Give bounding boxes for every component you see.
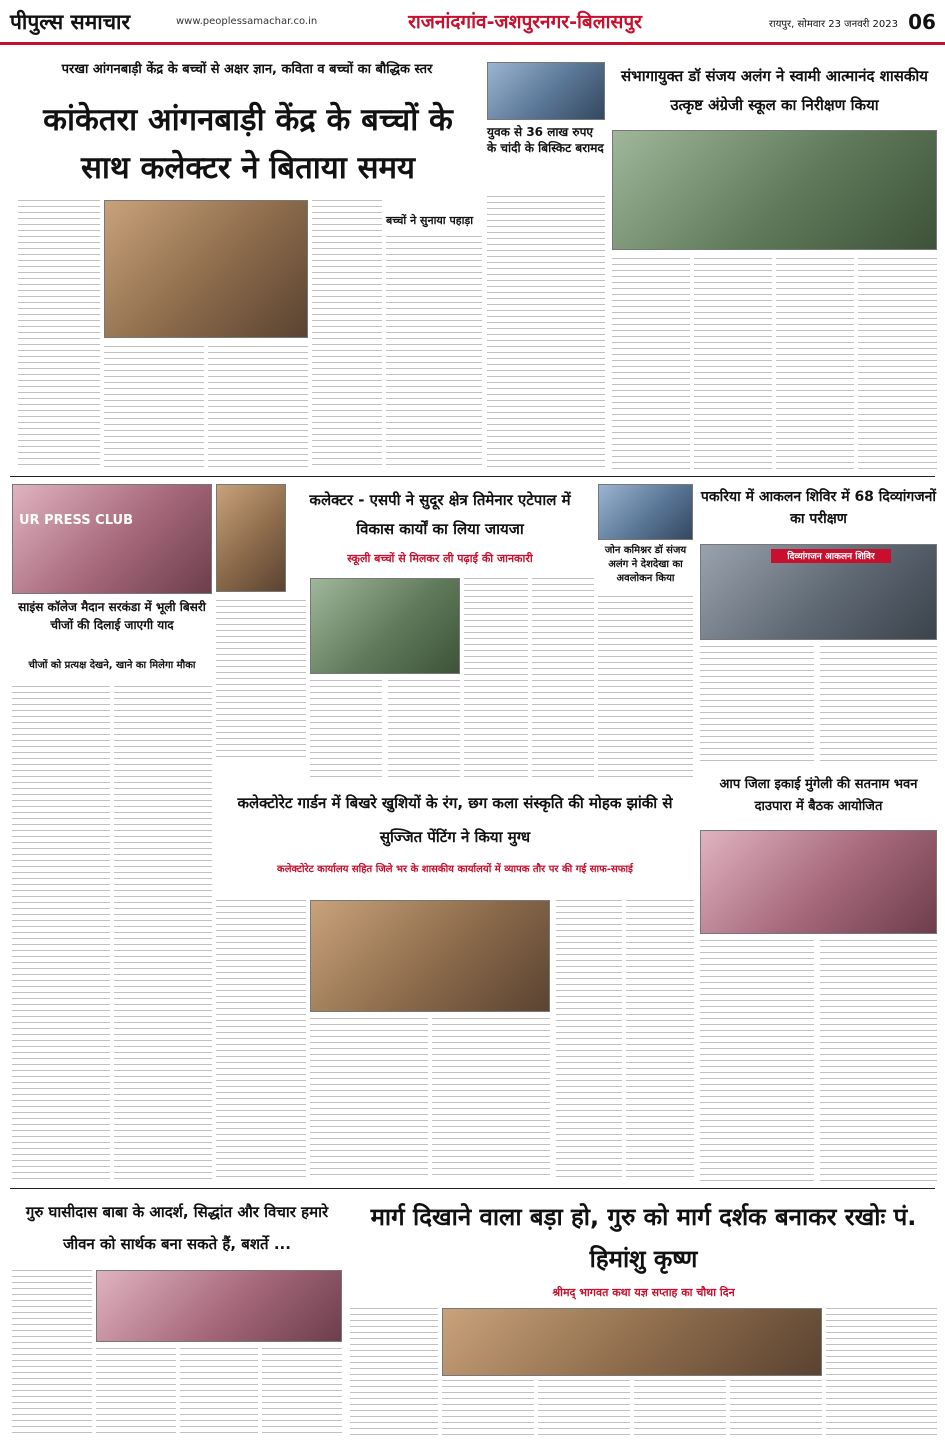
disability-camp-photo bbox=[700, 544, 937, 640]
collector-sp-photo bbox=[310, 578, 460, 674]
silver-story-body bbox=[487, 196, 605, 470]
bhagwat-story-body-col6 bbox=[826, 1308, 937, 1438]
collectorate-garden-photo bbox=[310, 900, 550, 1012]
bhagwat-story-photo bbox=[442, 1308, 822, 1376]
top-story-body-col3 bbox=[208, 346, 308, 470]
press-club-body-col3 bbox=[216, 600, 306, 760]
zone-story-body bbox=[598, 596, 693, 780]
masthead-rule bbox=[0, 42, 945, 45]
aap-meeting-body-col1 bbox=[700, 940, 814, 1182]
press-club-body-col1 bbox=[12, 686, 110, 1180]
guru-story-body-col3 bbox=[180, 1348, 258, 1438]
disability-camp-headline: पकरिया में आकलन शिविर में 68 दिव्यांगजनों का परीक्षण bbox=[700, 489, 937, 527]
bhagwat-story-body-col2 bbox=[442, 1380, 534, 1438]
collectorate-garden-body-col4 bbox=[556, 900, 622, 1180]
bhagwat-story-body-col5 bbox=[730, 1380, 822, 1438]
top-story-photo bbox=[104, 200, 308, 338]
edition-title: राजनांदगांव-जशपुरनगर-बिलासपुर bbox=[408, 11, 642, 33]
school-inspection-headline: संभागायुक्त डॉ संजय अलंग ने स्वामी आत्मानंद शासकीय उत्कृष्ट अंग्रेजी स्कूल का निरीक्षण किया bbox=[621, 67, 928, 114]
press-club-photo-text: UR PRESS CLUB bbox=[19, 513, 134, 528]
top-story-body-col2 bbox=[104, 346, 204, 470]
top-story-body-col5 bbox=[386, 236, 482, 470]
collector-sp-body-col4 bbox=[464, 578, 528, 780]
collectorate-garden-headline: कलेक्टोरेट गार्डन में बिखरे खुशियों के रंग, छग कला संस्कृति की मोहक झांकी से सुज्जित पेंटिंग ने किया मुग्ध bbox=[237, 794, 673, 846]
collectorate-garden-body-col3 bbox=[432, 1018, 550, 1180]
guru-story-headline: गुरु घासीदास बाबा के आदर्श, सिद्धांत और विचार हमारे जीवन को सार्थक बना सकते हैं, बशर्ते ... bbox=[25, 1203, 329, 1253]
silver-story-headline: युवक से 36 लाख रुपए के चांदी के बिस्किट बरामद bbox=[487, 125, 604, 155]
bhagwat-story-body-col1 bbox=[350, 1308, 438, 1438]
bhagwat-story-subhead: श्रीमद् भागवत कथा यज्ञ सप्ताह का चौथा दिन bbox=[552, 1286, 735, 1299]
press-club-body-col2 bbox=[114, 686, 212, 1180]
section-rule-1 bbox=[10, 476, 935, 477]
aap-meeting-body-col2 bbox=[820, 940, 937, 1182]
school-inspection-body-col2 bbox=[694, 258, 772, 470]
dateline: रायपुर, सोमवार 23 जनवरी 2023 bbox=[768, 19, 898, 30]
collectorate-garden-body-col5 bbox=[626, 900, 694, 1180]
top-story-subhead: बच्चों ने सुनाया पहाड़ा bbox=[386, 214, 474, 227]
disability-camp-body-col1 bbox=[700, 646, 814, 766]
press-club-headline: साइंस कॉलेज मैदान सरकंडा में भूली बिसरी चीजों की दिलाई जाएगी याद bbox=[18, 600, 206, 632]
aap-meeting-headline: आप जिला इकाई मुंगेली की सतनाम भवन दाउपारा में बैठक आयोजित bbox=[719, 777, 918, 814]
page-number: 06 bbox=[908, 10, 936, 34]
guru-story-body-col1 bbox=[12, 1270, 92, 1438]
collectorate-garden-body-col2 bbox=[310, 1018, 428, 1180]
collector-sp-body-col2 bbox=[310, 680, 382, 780]
masthead-logo: पीपुल्स समाचार bbox=[10, 9, 131, 34]
collectorate-garden-subhead: कलेक्टोरेट कार्यालय सहित जिले भर के शासकीय कार्यालयों में व्यापक तौर पर की गई साफ-सफाई bbox=[277, 864, 633, 875]
collector-sp-subhead: स्कूली बच्चों से मिलकर ली पढ़ाई की जानकारी bbox=[347, 552, 533, 565]
collectorate-garden-body-col1 bbox=[216, 900, 306, 1180]
zone-story-caption: जोन कमिश्नर डॉ संजय अलंग ने देशदेखा का अवलोकन किया bbox=[604, 545, 687, 584]
zone-story-photo bbox=[598, 484, 693, 540]
school-inspection-body-col1 bbox=[612, 258, 690, 470]
school-inspection-body-col3 bbox=[776, 258, 854, 470]
masthead bbox=[0, 0, 945, 46]
top-story-body-col1 bbox=[18, 200, 100, 470]
disability-camp-body-col2 bbox=[820, 646, 937, 766]
bhagwat-story-body-col4 bbox=[634, 1380, 726, 1438]
press-club-subhead: चीजों को प्रत्यक्ष देखने, खाने का मिलेगा मौका bbox=[28, 660, 196, 671]
silver-story-photo bbox=[487, 62, 605, 120]
collector-sp-top-photo bbox=[216, 484, 286, 592]
school-inspection-photo bbox=[612, 130, 937, 250]
top-story-headline: कांकेतरा आंगनबाड़ी केंद्र के बच्चों के साथ कलेक्टर ने बिताया समय bbox=[43, 102, 453, 186]
collector-sp-headline: कलेक्टर - एसपी ने सुदूर क्षेत्र तिमेनार एटेपाल में विकास कार्यों का लिया जायजा bbox=[309, 491, 571, 538]
top-story-kicker: परखा आंगनबाड़ी केंद्र के बच्चों से अक्षर ज्ञान, कविता व बच्चों का बौद्धिक स्तर bbox=[61, 62, 433, 77]
masthead-website: www.peoplessamachar.co.in bbox=[176, 16, 318, 27]
bhagwat-story-headline: मार्ग दिखाने वाला बड़ा हो, गुरु को मार्ग दर्शक बनाकर रखोः पं. हिमांशु कृष्ण bbox=[370, 1203, 917, 1273]
top-story-body-col4 bbox=[312, 200, 382, 470]
school-inspection-body-col4 bbox=[858, 258, 937, 470]
collector-sp-body-col3 bbox=[388, 680, 460, 780]
collector-sp-body-col5 bbox=[532, 578, 594, 780]
guru-story-body-col2 bbox=[96, 1348, 176, 1438]
section-rule-2 bbox=[10, 1188, 935, 1189]
guru-story-body-col4 bbox=[262, 1348, 342, 1438]
aap-meeting-photo bbox=[700, 830, 937, 934]
guru-story-photo bbox=[96, 1270, 342, 1342]
disability-camp-banner: दिव्यांगजन आकलन शिविर bbox=[771, 549, 891, 563]
bhagwat-story-body-col3 bbox=[538, 1380, 630, 1438]
press-club-photo bbox=[12, 484, 212, 594]
